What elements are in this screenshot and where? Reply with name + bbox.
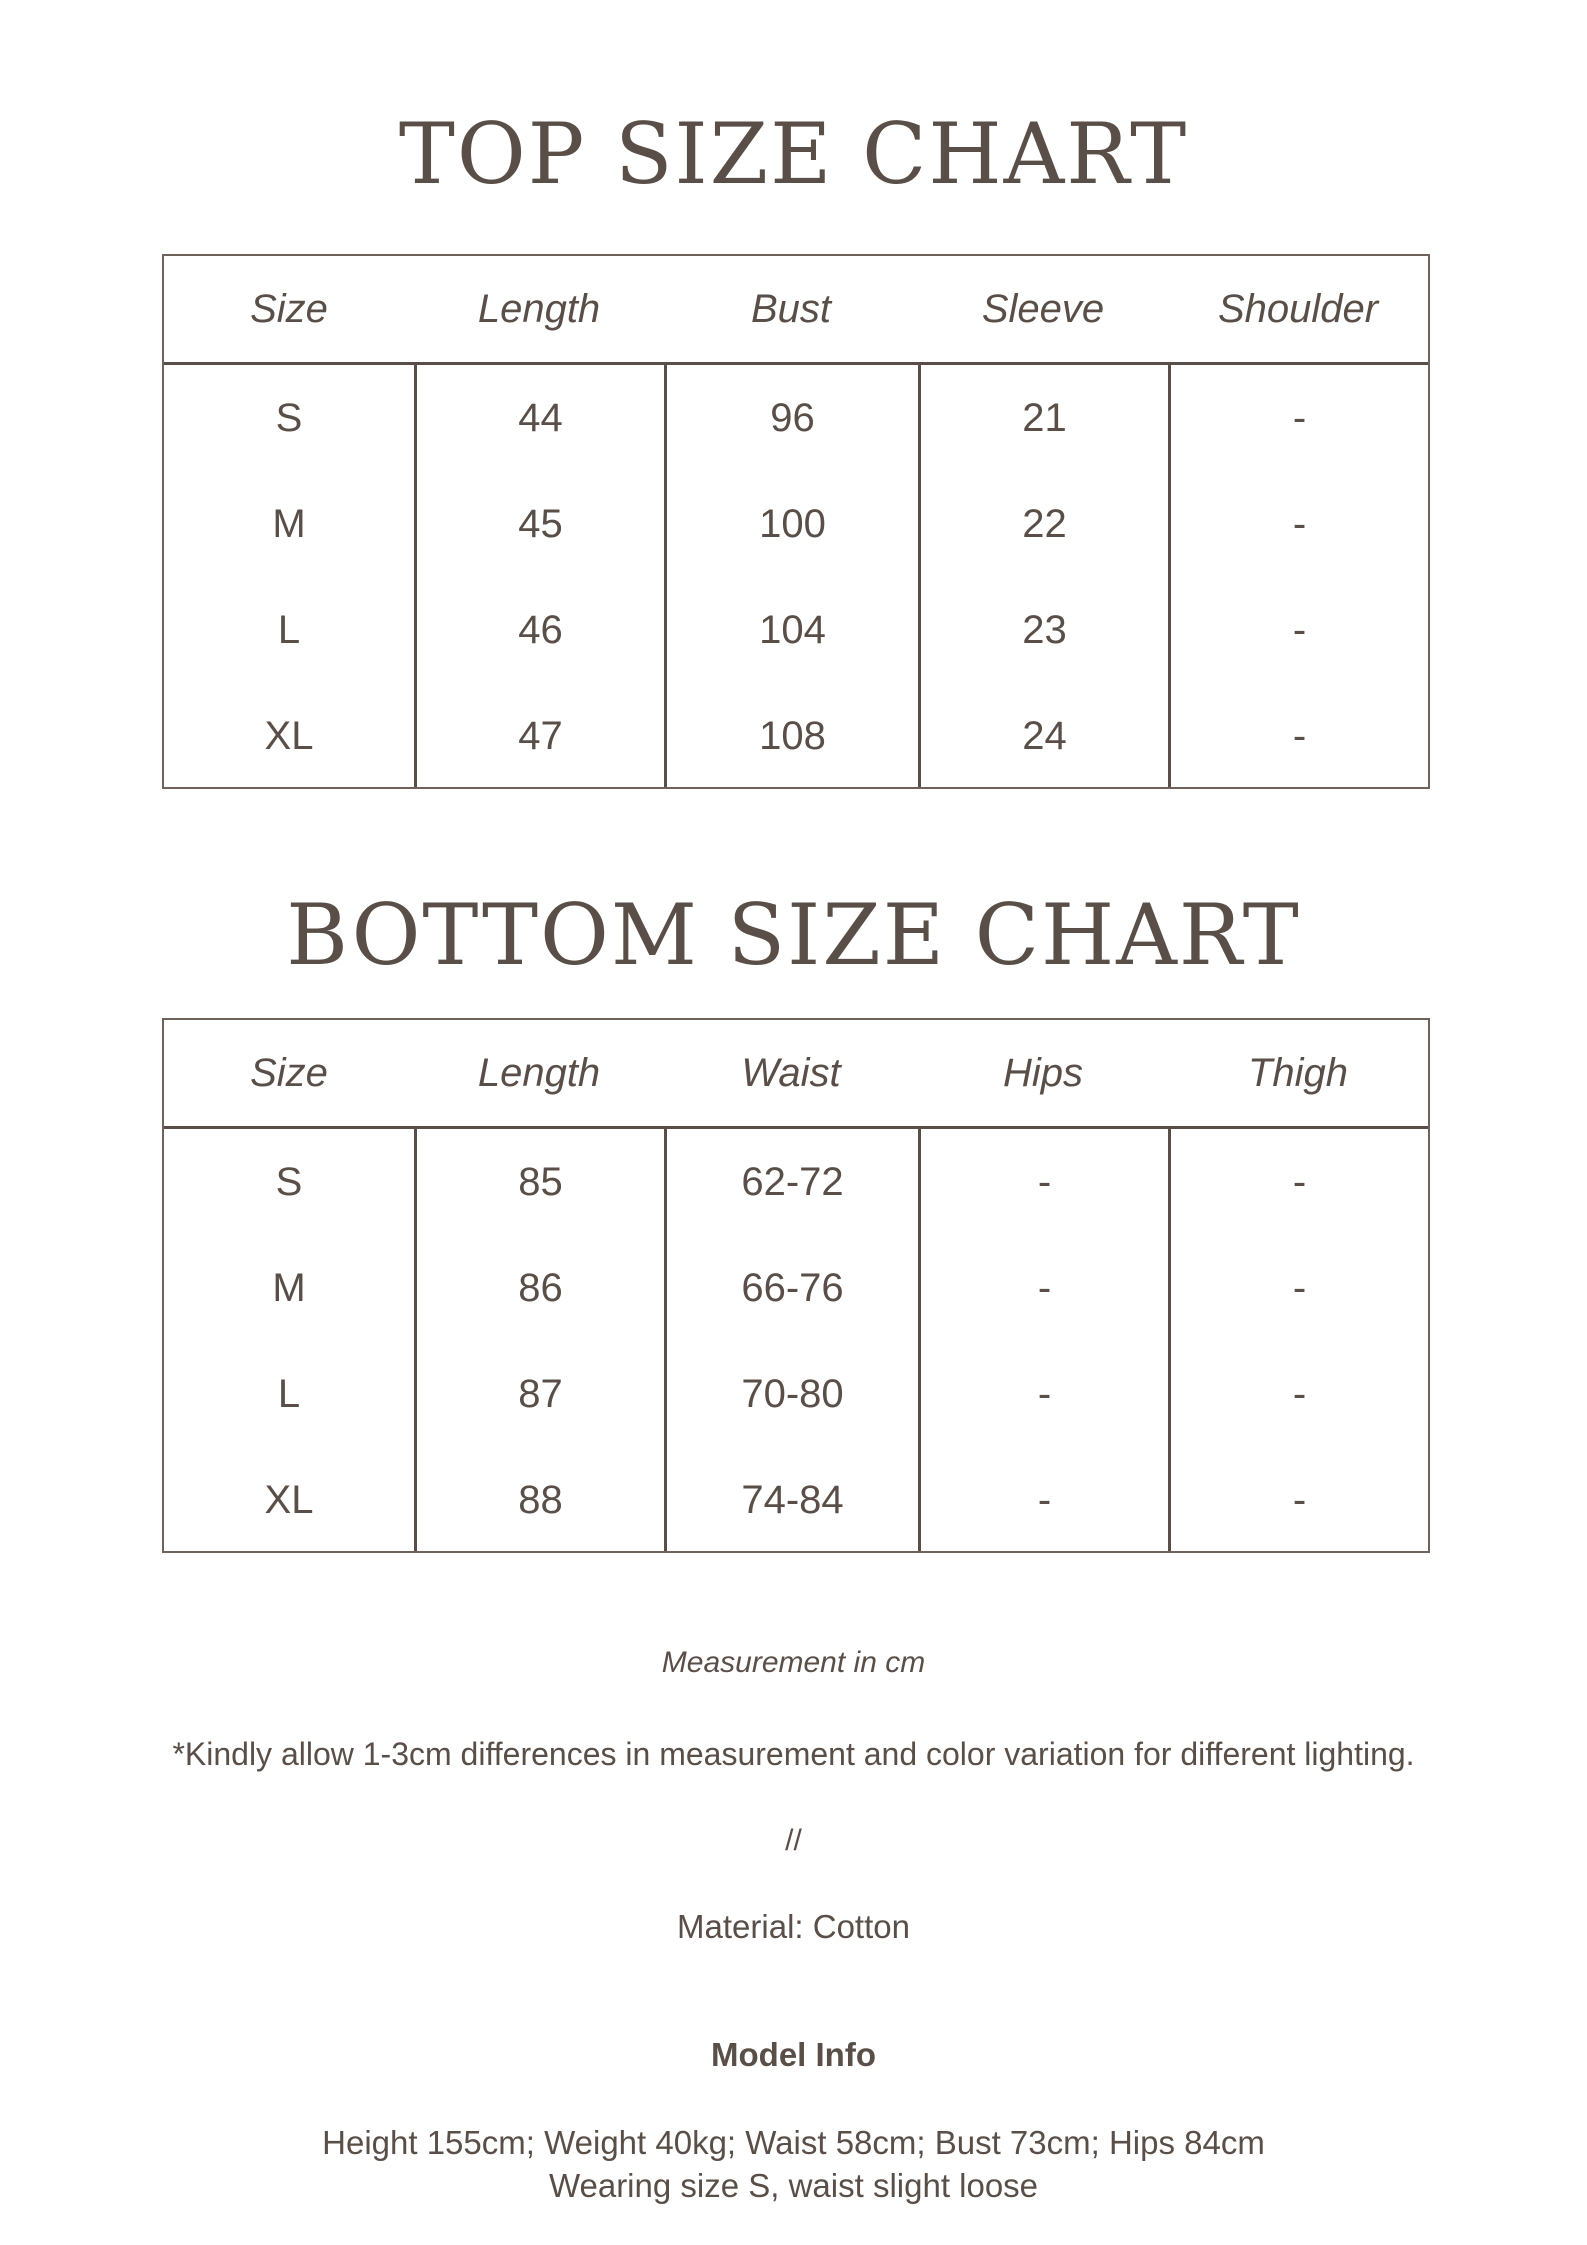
table-cell: 88 (518, 1478, 563, 1522)
table-cell: 47 (518, 714, 563, 758)
table-cell: M (272, 502, 306, 546)
header-waist: Waist (741, 1050, 841, 1095)
table-cell: - (1037, 1478, 1052, 1522)
table-cell: 44 (518, 396, 563, 440)
table-cell: - (1037, 1266, 1052, 1310)
table-cell: - (1037, 1160, 1052, 1204)
table-cell: - (1292, 1372, 1307, 1416)
table-cell: 96 (770, 396, 815, 440)
bottom-size-chart-title: BOTTOM SIZE CHART (286, 886, 1301, 984)
table-cell: - (1292, 608, 1307, 652)
table-cell: 74-84 (741, 1478, 844, 1522)
header-hips: Hips (1002, 1050, 1084, 1095)
table-cell: 87 (518, 1372, 563, 1416)
table-cell: XL (264, 714, 314, 758)
measurement-unit-note: Measurement in cm (661, 1646, 926, 1679)
column-size (164, 365, 414, 787)
table-header-row (164, 256, 1428, 365)
column-sleeve (918, 365, 1168, 787)
top-size-table (162, 254, 1430, 789)
column-size (164, 1129, 414, 1551)
table-cell: 23 (1022, 608, 1067, 652)
header-sleeve: Sleeve (981, 286, 1105, 331)
table-cell: 21 (1022, 396, 1067, 440)
material-text: Material: Cotton (677, 1908, 910, 1945)
top-size-chart-title: TOP SIZE CHART (398, 105, 1189, 203)
table-body (164, 1129, 1428, 1551)
column-shoulder (1168, 365, 1428, 787)
table-cell: - (1292, 1266, 1307, 1310)
table-cell: - (1292, 1478, 1307, 1522)
table-cell: 104 (759, 608, 826, 652)
header-shoulder: Shoulder (1217, 286, 1379, 331)
model-measurements-text: Height 155cm; Weight 40kg; Waist 58cm; Bust 73cm; Hips 84cm (322, 2124, 1265, 2161)
table-cell: L (277, 1372, 301, 1416)
header-length: Length (477, 1050, 601, 1095)
table-cell: 100 (759, 502, 826, 546)
column-waist (664, 1129, 918, 1551)
table-cell: - (1292, 396, 1307, 440)
table-cell: - (1037, 1372, 1052, 1416)
table-cell: 22 (1022, 502, 1067, 546)
table-body (164, 365, 1428, 787)
header-size: Size (250, 286, 328, 331)
table-cell: 66-76 (741, 1266, 844, 1310)
header-thigh: Thigh (1247, 1050, 1349, 1095)
table-cell: 24 (1022, 714, 1067, 758)
model-info-heading: Model Info (711, 2036, 876, 2073)
column-thigh (1168, 1129, 1428, 1551)
table-cell: - (1292, 714, 1307, 758)
column-length (414, 1129, 664, 1551)
separator-text: // (785, 1824, 802, 1857)
model-wearing-text: Wearing size S, waist slight loose (548, 2167, 1039, 2204)
header-bust: Bust (750, 286, 832, 331)
table-cell: - (1292, 1160, 1307, 1204)
column-length (414, 365, 664, 787)
table-cell: 45 (518, 502, 563, 546)
table-cell: S (275, 1160, 303, 1204)
header-length: Length (477, 286, 601, 331)
table-cell: L (277, 608, 301, 652)
table-cell: 85 (518, 1160, 563, 1204)
table-cell: 70-80 (741, 1372, 844, 1416)
table-cell: 108 (759, 714, 826, 758)
column-bust (664, 365, 918, 787)
table-cell: M (272, 1266, 306, 1310)
table-cell: XL (264, 1478, 314, 1522)
column-hips (918, 1129, 1168, 1551)
header-size: Size (250, 1050, 328, 1095)
table-header-row (164, 1020, 1428, 1129)
table-cell: 46 (518, 608, 563, 652)
table-cell: 62-72 (741, 1160, 844, 1204)
disclaimer-text: *Kindly allow 1-3cm differences in measurement and color variation for different lighting. (172, 1736, 1415, 1772)
table-cell: S (275, 396, 303, 440)
table-cell: 86 (518, 1266, 563, 1310)
table-cell: - (1292, 502, 1307, 546)
bottom-size-table (162, 1018, 1430, 1553)
